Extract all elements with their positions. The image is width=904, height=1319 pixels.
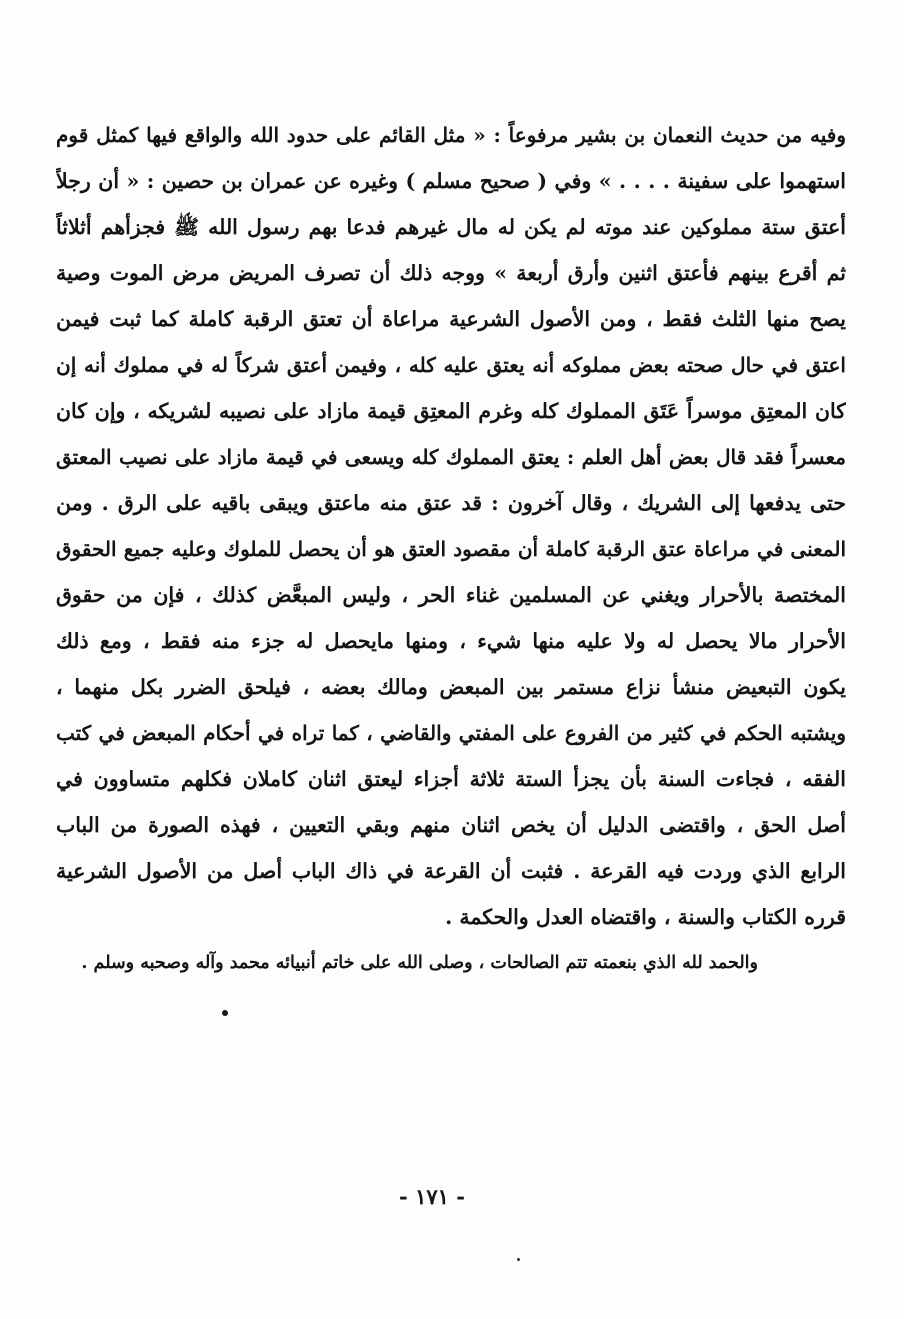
closing-line: والحمد لله الذي بنعمته تتم الصالحات ، وصلى الله على خاتم أنبيائه محمد وآله وصحبه وسلم . xyxy=(81,953,758,973)
text-line: الفقه ، فجاءت السنة بأن يجزأ الستة ثلاثة أجزاء ليعتق اثنان كاملان فكلهم متساوون في xyxy=(56,767,846,791)
page-number: - ١٧١ - xyxy=(399,1184,465,1209)
ink-dot xyxy=(222,1010,228,1016)
text-line: ويشتبه الحكم في كثير من الفروع على المفتي والقاضي ، كما تراه في أحكام المبعض في كتب xyxy=(56,721,846,745)
text-line-last: قرره الكتاب والسنة ، واقتضاه العدل والحكمة . xyxy=(445,905,846,929)
text-line: حتى يدفعها إلى الشريك ، وقال آخرون : قد عتق منه ماعتق ويبقى باقيه على الرق . ومن xyxy=(56,491,846,515)
text-line: الأحرار مالا يحصل له ولا عليه منها شيء ، ومنها مايحصل له جزء منه فقط ، ومع ذلك xyxy=(56,629,846,653)
text-line: يصح منها الثلث فقط ، ومن الأصول الشرعية مراعاة أن تعتق الرقبة كاملة كما ثبت فيمن xyxy=(56,307,846,331)
text-line: معسراً فقد قال بعض أهل العلم : يعتق المملوك كله ويسعى في قيمة مازاد على نصيب المعتق xyxy=(56,445,846,469)
text-line: المعنى في مراعاة عتق الرقبة كاملة أن مقصود العتق هو أن يحصل للملوك وعليه جميع الحقوق xyxy=(56,537,846,561)
text-line: اعتق في حال صحته بعض مملوكه أنه يعتق عليه كله ، وفيمن أعتق شركاً له في مملوك أنه إن xyxy=(56,353,846,377)
ink-speck xyxy=(517,1258,520,1261)
text-line: الرابع الذي وردت فيه القرعة . فثبت أن القرعة في ذاك الباب أصل من الأصول الشرعية xyxy=(56,859,846,883)
text-line: يكون التبعيض منشأ نزاع مستمر بين المبعض ومالك بعضه ، فيلحق الضرر بكل منهما ، xyxy=(56,675,846,699)
text-line: أعتق ستة مملوكين عند موته لم يكن له مال غيرهم فدعا بهم رسول الله ﷺ فجزأهم أثلاثاً xyxy=(56,215,846,239)
text-line: وفيه من حديث النعمان بن بشير مرفوعاً : « مثل القائم على حدود الله والواقع فيها كمثل قوم xyxy=(56,123,846,147)
text-line: ثم أقرع بينهم فأعتق اثنين وأرق أربعة » ووجه ذلك أن تصرف المريض مرض الموت وصية xyxy=(56,261,846,285)
text-line: المختصة بالأحرار ويغني عن المسلمين غناء الحر ، وليس المبعَّض كذلك ، فإن من حقوق xyxy=(56,583,846,607)
text-line: كان المعتِق موسراً عَتَق المملوك كله وغرم المعتِق قيمة مازاد على نصيبه لشريكه ، وإن كان xyxy=(56,399,846,423)
text-line: أصل الحق ، واقتضى الدليل أن يخص اثنان منهم وبقي التعيين ، فهذه الصورة من الباب xyxy=(56,813,846,837)
text-line: استهموا على سفينة . . . . » وفي ( صحيح مسلم ) وغيره عن عمران بن حصين : « أن رجلاً xyxy=(56,169,846,193)
main-text-block xyxy=(56,112,846,940)
